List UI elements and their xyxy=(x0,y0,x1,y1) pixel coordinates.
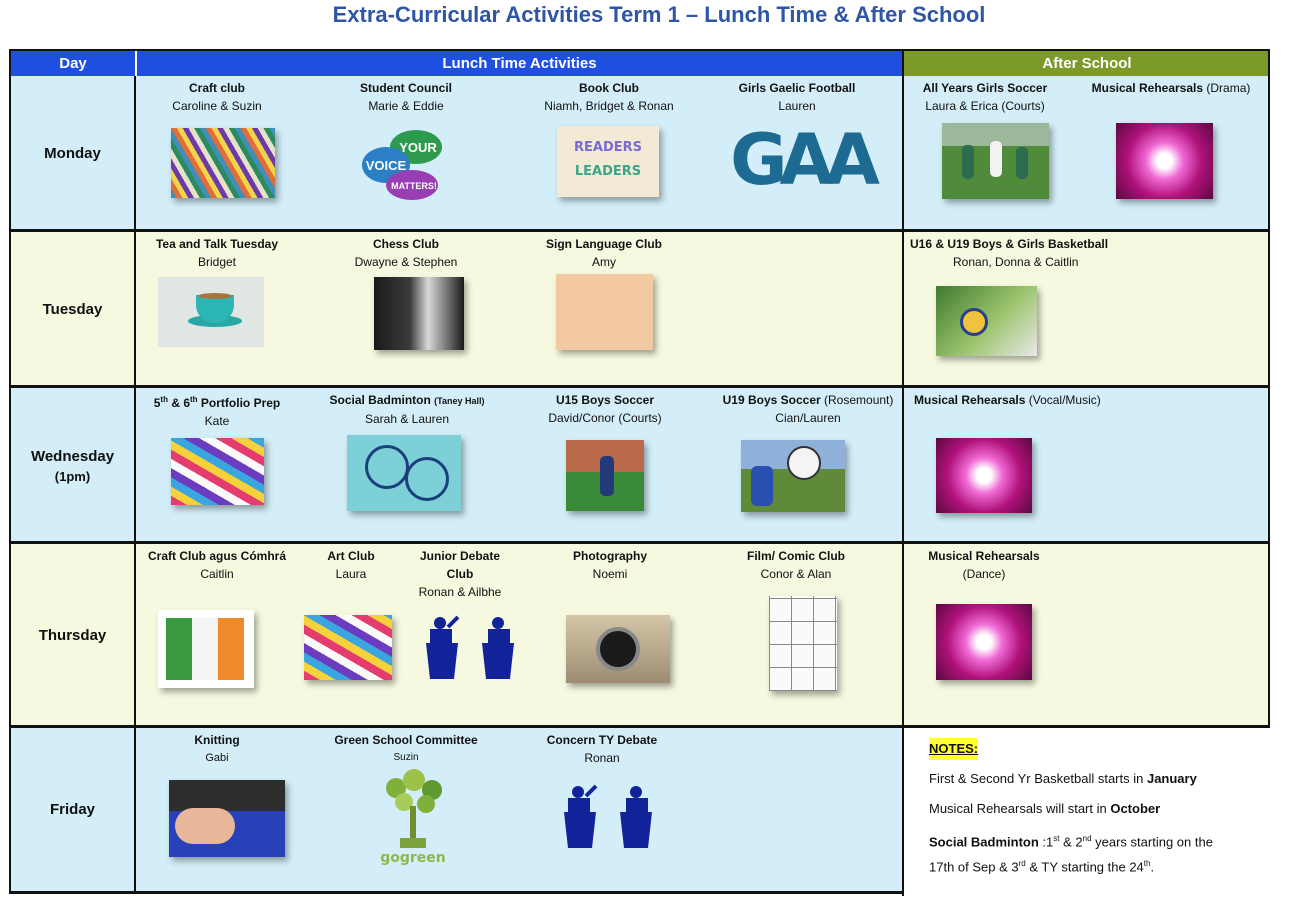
paintbrushes-image xyxy=(304,615,392,680)
activity-name xyxy=(316,391,498,410)
name-extra: (Vocal/Music) xyxy=(1028,393,1101,407)
day-label: Tuesday xyxy=(42,301,103,318)
notes-panel xyxy=(929,738,1229,887)
activity-all-years-girls-soccer xyxy=(905,79,1065,115)
activity-name: Book Club xyxy=(579,81,639,95)
note-text: Musical Rehearsals will start in xyxy=(929,801,1111,816)
activity-name: Junior Debate Club xyxy=(419,549,500,581)
header-day xyxy=(11,51,135,76)
note-bold: January xyxy=(1146,771,1197,786)
note-bold: October xyxy=(1110,801,1161,816)
readers-text: READERS xyxy=(574,140,642,155)
activity-name: Sign Language Club xyxy=(546,237,662,251)
activity-book-club xyxy=(524,79,694,115)
activity-name: Girls Gaelic Football xyxy=(738,81,856,95)
activity-people: Laura & Erica (Courts) xyxy=(925,99,1045,113)
activity-name: U15 Boys Soccer xyxy=(555,393,655,407)
activity-photography xyxy=(530,547,690,583)
note-text: & 2 xyxy=(1059,834,1083,850)
activity-people: Cian/Lauren xyxy=(775,411,841,425)
border-right xyxy=(1268,51,1270,727)
activity-people: Noemi xyxy=(592,567,628,581)
activity-junior-debate-club xyxy=(410,547,510,601)
irish-flag-image xyxy=(158,610,254,688)
activity-people: Kate xyxy=(204,414,230,428)
note-text: years starting on the 17th of Sep & 3 xyxy=(929,834,1213,875)
u15-soccer-image xyxy=(566,440,644,511)
u19-soccer-image xyxy=(741,440,845,512)
divider-after xyxy=(902,51,904,896)
note-badminton xyxy=(929,828,1229,879)
leaders-text: LEADERS xyxy=(574,164,642,179)
activity-people: Marie & Eddie xyxy=(368,99,444,113)
note-text: & TY starting the 24 xyxy=(1025,859,1144,875)
badminton-image xyxy=(347,435,461,511)
year-5: 5 xyxy=(153,396,161,410)
sup: rd xyxy=(1018,859,1026,869)
gogreen-logo-icon xyxy=(372,768,454,866)
basketball-image xyxy=(936,286,1037,356)
sup: th xyxy=(190,395,198,404)
name-extra: (Drama) xyxy=(1206,81,1251,95)
note-text: :1 xyxy=(1038,834,1054,850)
name-text: Social Badminton xyxy=(329,393,431,407)
activity-craft-club-comhra xyxy=(137,547,297,583)
comic-page-image xyxy=(769,596,837,691)
activity-craft-club xyxy=(137,79,297,115)
activity-name: Student Council xyxy=(360,81,452,95)
activity-people: Dwayne & Stephen xyxy=(354,255,458,269)
activity-musical-rehearsals-vocal xyxy=(914,391,1144,409)
day-monday xyxy=(11,76,136,231)
activity-name xyxy=(137,391,297,412)
readers-leaders-image xyxy=(557,126,659,197)
day-label: Thursday xyxy=(38,627,107,644)
header-after xyxy=(904,51,1270,76)
activity-people: David/Conor (Courts) xyxy=(548,411,662,425)
name-extra: (Rosemount) xyxy=(824,393,894,407)
year-6: & 6 xyxy=(167,396,190,410)
bubble-voice: VOICE xyxy=(365,158,407,173)
bubble-your: YOUR xyxy=(399,140,437,155)
note-text: . xyxy=(1150,859,1155,875)
activity-u15-boys-soccer xyxy=(520,391,690,427)
day-label: Friday xyxy=(49,801,95,818)
your-voice-matters-icon xyxy=(360,127,446,207)
gaa-logo xyxy=(720,120,882,200)
activity-name: Film/ Comic Club xyxy=(746,549,845,563)
bubble-matters: MATTERS! xyxy=(391,181,437,191)
activity-sign-language-club xyxy=(524,235,684,271)
day-thursday xyxy=(11,544,136,727)
activity-name: Photography xyxy=(573,549,647,563)
day-note: (1pm) xyxy=(54,468,91,484)
activity-concern-ty-debate xyxy=(522,731,682,767)
day-friday xyxy=(11,728,136,891)
day-label: Wednesday xyxy=(30,447,115,465)
activity-people: Ronan, Donna & Caitlin xyxy=(953,255,1079,269)
notes-heading: NOTES: xyxy=(929,738,978,760)
activity-portfolio-prep xyxy=(137,391,297,430)
header-day-label: Day xyxy=(59,55,87,72)
day-tuesday xyxy=(11,232,136,387)
activity-name: Craft club xyxy=(188,81,245,95)
music-burst-image xyxy=(936,438,1032,513)
activity-people: Suzin xyxy=(393,752,419,763)
header-lunch-label: Lunch Time Activities xyxy=(442,55,597,72)
activity-people: Bridget xyxy=(197,255,237,269)
sup: th xyxy=(160,395,168,404)
activity-name: Green School Committee xyxy=(334,733,478,747)
music-burst-image xyxy=(1116,123,1213,199)
name-text: U19 Boys Soccer xyxy=(722,393,821,407)
activity-people: Amy xyxy=(592,255,616,269)
teacup-image xyxy=(158,277,264,347)
activity-film-comic-club xyxy=(716,547,876,583)
activity-people: Laura xyxy=(335,567,367,581)
activity-knitting xyxy=(137,731,297,767)
activity-name: Art Club xyxy=(327,549,375,563)
sup: nd xyxy=(1082,834,1092,843)
sup: th xyxy=(1143,859,1151,869)
page-title: Extra-Curricular Activities Term 1 – Lunch Time & After School xyxy=(332,2,986,27)
activity-girls-gaelic-football xyxy=(712,79,882,115)
name-text: Portfolio Prep xyxy=(200,396,281,410)
activity-name: U16 & U19 Boys & Girls Basketball xyxy=(910,237,1109,251)
gogreen-text: gogreen xyxy=(380,850,446,866)
activity-name: All Years Girls Soccer xyxy=(922,81,1048,95)
note-musical xyxy=(929,798,1229,820)
activity-name xyxy=(708,391,908,409)
activity-people: Niamh, Bridget & Ronan xyxy=(544,99,674,113)
activity-art-club xyxy=(311,547,391,583)
name-text: Musical Rehearsals xyxy=(1091,81,1204,95)
activity-name: Chess Club xyxy=(372,237,439,251)
activity-name: Musical Rehearsals xyxy=(928,549,1040,563)
activity-name: Tea and Talk Tuesday xyxy=(155,237,279,251)
activity-name: Knitting xyxy=(194,733,240,747)
activity-people: Ronan & Ailbhe xyxy=(418,585,502,599)
camera-image xyxy=(566,615,670,683)
border-left xyxy=(9,51,11,894)
bracelets-image xyxy=(171,128,275,198)
border-after-bottom xyxy=(902,725,1270,728)
knitting-image xyxy=(169,780,285,857)
gaa-logo-text: GAA xyxy=(730,119,872,201)
day-label: Monday xyxy=(44,145,101,162)
activity-basketball xyxy=(910,235,1140,271)
activity-social-badminton xyxy=(316,391,498,428)
day-wednesday xyxy=(11,388,136,543)
activity-green-school-committee xyxy=(316,731,496,767)
activity-people: Gabi xyxy=(205,752,229,764)
header-lunch xyxy=(137,51,902,76)
activity-musical-rehearsals-dance xyxy=(914,547,1054,583)
activity-people: Sarah & Lauren xyxy=(364,412,450,426)
music-burst-image xyxy=(936,604,1032,680)
activity-musical-rehearsals-drama xyxy=(1078,79,1264,97)
activity-people: (Dance) xyxy=(962,567,1006,581)
note-basketball xyxy=(929,768,1229,790)
activity-people: Caitlin xyxy=(200,567,234,581)
activity-u19-boys-soccer xyxy=(708,391,908,427)
activity-name: Concern TY Debate xyxy=(546,733,658,747)
sup: st xyxy=(1053,834,1060,843)
border-top xyxy=(9,49,1270,51)
note-text: First & Second Yr Basketball starts in xyxy=(929,771,1147,786)
activity-people: Conor & Alan xyxy=(760,567,832,581)
paintbrushes-image xyxy=(171,438,264,505)
activity-tea-and-talk xyxy=(137,235,297,271)
header-after-label: After School xyxy=(1042,55,1132,72)
debate-podiums-icon xyxy=(424,615,516,681)
note-bold: Social Badminton xyxy=(929,834,1039,850)
debate-podiums-icon xyxy=(562,784,654,850)
activity-name xyxy=(914,391,1144,409)
activity-chess-club xyxy=(326,235,486,271)
activity-people: Caroline & Suzin xyxy=(172,99,262,113)
activity-people: Ronan xyxy=(584,751,620,765)
name-text: Musical Rehearsals xyxy=(914,393,1026,407)
chess-image xyxy=(374,277,464,350)
activity-people: Lauren xyxy=(778,99,816,113)
name-extra: (Taney Hall) xyxy=(434,396,485,406)
sign-language-chart-image xyxy=(556,274,653,350)
girls-soccer-image xyxy=(942,123,1049,199)
activity-student-council xyxy=(326,79,486,115)
activity-name: Craft Club agus Cómhrá xyxy=(147,549,286,563)
activity-name xyxy=(1078,79,1264,97)
